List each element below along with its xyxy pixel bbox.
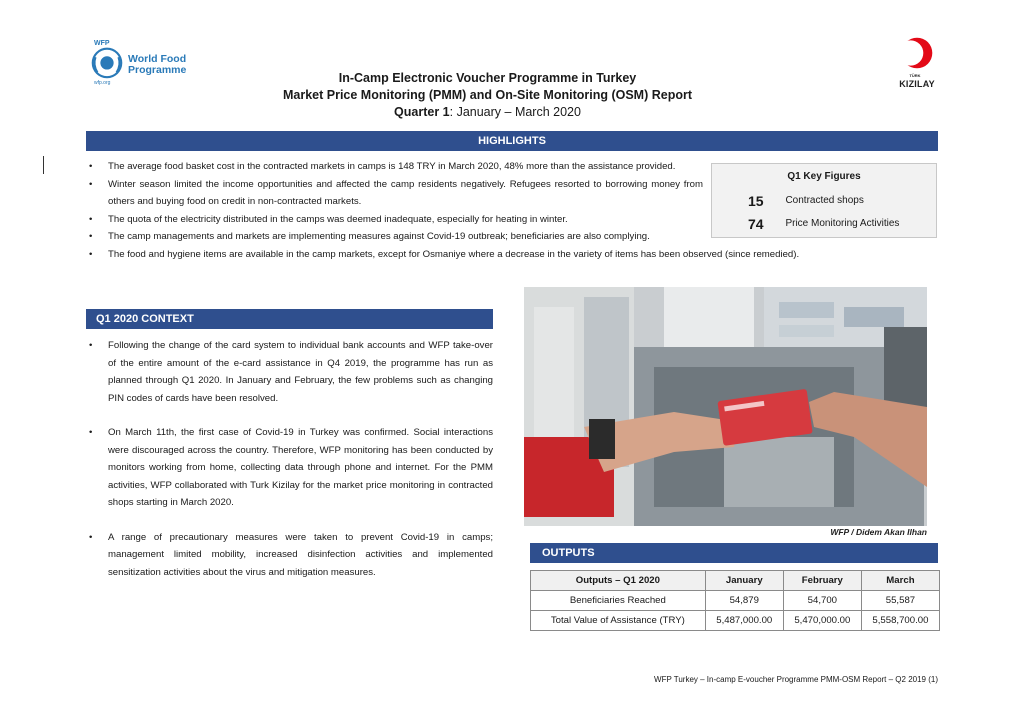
red-crescent-icon xyxy=(899,35,935,71)
table-header-row xyxy=(531,571,940,591)
kizilay-small-text: TÜRK xyxy=(909,73,921,78)
report-title-block xyxy=(230,70,745,121)
highlight-item: • The average food basket cost in the contracted markets in camps is 148 TRY in March 2020, 48% more than the assistance provided. xyxy=(86,158,703,176)
table-cell: 54,879 xyxy=(705,591,783,611)
context-item: • A range of precautionary measures were taken to prevent Covid-19 in camps; management limited mobility, increased disinfection activities and implemented sensitization activities about the virus and mitigation measures. xyxy=(86,529,493,582)
context-item: • On March 11th, the first case of Covid-19 in Turkey was confirmed. Social interactions were discouraged across the country. Therefore, WFP monitoring has been conducted by monitors working from home, collecting data through phone and internet. For the PMM activities, WFP collaborated with Turk Kizilay for the market price monitoring in contracted shops starting in March 2020. xyxy=(86,424,493,512)
context-item: • Following the change of the card system to individual bank accounts and WFP take-over of the entire amount of the e-card assistance in Q4 2019, the programme has run as planned through Q1 2020. In January and February, the few problems such as changing PIN codes of cards have been resolved. xyxy=(86,337,493,407)
key-figures-title: Q1 Key Figures xyxy=(787,171,861,182)
table-cell: 54,700 xyxy=(783,591,861,611)
card-handover-photo xyxy=(524,287,927,526)
wfp-emblem-icon xyxy=(88,42,126,80)
report-subtitle: Market Price Monitoring (PMM) and On-Site Monitoring (OSM) Report xyxy=(282,88,692,102)
key-figure-value: 74 xyxy=(748,215,764,232)
photo-illustration xyxy=(524,287,927,526)
table-row xyxy=(531,591,940,611)
wfp-name xyxy=(128,54,186,76)
report-title: In-Camp Electronic Voucher Programme in Turkey xyxy=(338,71,637,85)
key-figure-row xyxy=(748,215,899,235)
row-label: Beneficiaries Reached xyxy=(531,591,706,611)
highlight-item: • The food and hygiene items are available in the camp markets, except for Osmaniye where a decrease in the variety of items has been observed (since remedied). xyxy=(86,246,938,264)
key-figure-row xyxy=(748,192,864,212)
table-cell: 5,558,700.00 xyxy=(861,611,939,631)
quarter-period: : January – March 2020 xyxy=(449,105,581,119)
wfp-name-line1: World Food xyxy=(128,53,187,65)
wfp-url: wfp.org xyxy=(94,80,111,86)
quarter-label: Quarter 1 xyxy=(394,105,450,119)
page-footer: WFP Turkey – In-camp E-voucher Programme PMM-OSM Report – Q2 2019 (1) xyxy=(654,675,938,684)
text-cursor xyxy=(43,156,44,174)
wfp-logo xyxy=(88,40,198,90)
row-label: Total Value of Assistance (TRY) xyxy=(531,611,706,631)
key-figure-label: Contracted shops xyxy=(785,195,864,207)
outputs-heading: OUTPUTS xyxy=(530,543,938,563)
table-cell: 55,587 xyxy=(861,591,939,611)
highlight-item: • The quota of the electricity distributed in the camps was deemed inadequate, especially for heating in winter. xyxy=(86,211,938,229)
highlight-item: • Winter season limited the income opportunities and affected the camp residents negatively. Refugees resorted to borrowing money from others and buying food on credit in non-contracted markets. xyxy=(86,176,703,211)
table-row xyxy=(531,611,940,631)
context-list xyxy=(86,337,493,598)
key-figures-box xyxy=(711,163,937,238)
wfp-name-line2: Programme xyxy=(128,64,187,76)
context-heading: Q1 2020 CONTEXT xyxy=(86,309,493,329)
highlights-heading: HIGHLIGHTS xyxy=(86,131,938,151)
column-header: March xyxy=(861,571,939,591)
highlight-item: • The camp managements and markets are implementing measures against Covid-19 outbreak; beneficiaries are also complying. xyxy=(86,228,938,246)
key-figure-label: Price Monitoring Activities xyxy=(785,218,900,230)
column-header: January xyxy=(705,571,783,591)
outputs-table xyxy=(530,570,940,631)
kizilay-text: KIZILAY xyxy=(899,79,935,89)
wfp-badge: WFP xyxy=(94,40,110,47)
column-header: Outputs – Q1 2020 xyxy=(531,571,706,591)
table-cell: 5,470,000.00 xyxy=(783,611,861,631)
report-period xyxy=(230,104,745,121)
column-header: February xyxy=(783,571,861,591)
photo-credit: WFP / Didem Akan Ilhan xyxy=(830,527,927,537)
kizilay-logo xyxy=(895,35,940,90)
table-cell: 5,487,000.00 xyxy=(705,611,783,631)
key-figure-value: 15 xyxy=(748,192,764,209)
